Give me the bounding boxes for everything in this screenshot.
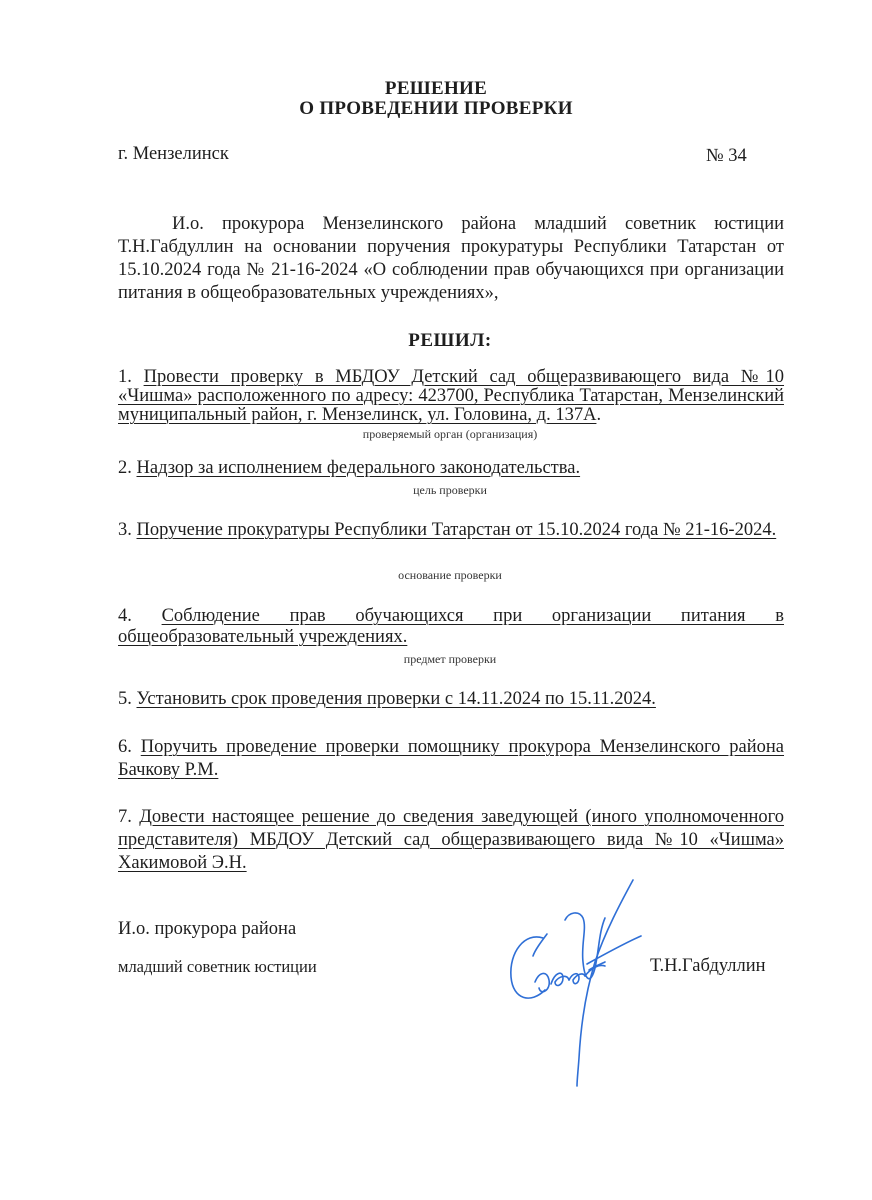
item-tail: .	[596, 405, 602, 425]
item-number: 6.	[118, 737, 141, 757]
item-2	[118, 457, 784, 480]
item-6	[118, 736, 784, 782]
caption-purpose: цель проверки	[413, 483, 487, 497]
signature-stroke	[587, 936, 641, 964]
item-text: Соблюдение прав обучающихся при организации питания в общеобразовательный учреждениях.	[118, 606, 784, 647]
signature-stroke	[565, 913, 605, 979]
handwritten-signature	[495, 872, 655, 1092]
document-number: № 34	[706, 146, 747, 166]
item-text: Поручение прокуратуры Республики Татарстан от 15.10.2024 года № 21-16-2024.	[136, 520, 777, 540]
signer-name: Т.Н.Габдуллин	[650, 956, 766, 976]
item-7	[118, 806, 784, 875]
item-number: 1.	[118, 367, 144, 387]
caption-subject: предмет проверки	[403, 652, 497, 666]
item-3	[118, 519, 784, 542]
document-title: РЕШЕНИЕ	[384, 78, 488, 99]
signature-stroke	[551, 973, 569, 985]
item-1	[118, 368, 784, 425]
item-number: 2.	[118, 458, 137, 478]
item-number: 7.	[118, 807, 140, 827]
signature-stroke	[569, 974, 585, 984]
document-subtitle: О ПРОВЕДЕНИИ ПРОВЕРКИ	[299, 98, 573, 119]
item-5	[118, 688, 784, 711]
signer-position-line1: И.о. прокурора района	[118, 919, 297, 939]
city: г. Мензелинск	[118, 144, 229, 164]
caption-basis: основание проверки	[398, 568, 502, 582]
item-text: Довести настоящее решение до сведения заведующей (иного уполномоченного представителя) МБДОУ Детский сад общеразвивающего вида №10 «Чишма» Хакимовой Э.Н.	[118, 807, 785, 873]
signer-position-line2: младший советник юстиции	[118, 957, 317, 976]
intro-paragraph: И.о. прокурора Мензелинского района младший советник юстиции Т.Н.Габдуллин на основании поручения прокуратуры Республики Татарстан от 15.10.2024 года № 21-16-2024 «О соблюдении прав обучающихся при организации питания в общеобразовательных учреждениях»,	[118, 214, 784, 303]
item-number: 3.	[118, 520, 137, 540]
item-4	[118, 606, 784, 648]
signature-stroke	[535, 973, 549, 991]
item-text: Установить срок проведения проверки с 14.11.2024 по 15.11.2024.	[136, 689, 656, 709]
item-number: 4.	[118, 606, 162, 626]
item-text: Провести проверку в МБДОУ Детский сад общеразвивающего вида №10 «Чишма» расположенного по адресу: 423700, Республика Татарстан, Мензелинский муниципальный район, г. Мензелинск, ул. Головина, д. 137А	[118, 367, 785, 425]
decided-heading: РЕШИЛ:	[408, 330, 492, 351]
signature-stroke	[577, 880, 633, 1086]
item-text: Поручить проведение проверки помощнику прокурора Мензелинского района Бачкову Р.М.	[118, 737, 785, 780]
caption-inspected-body: проверяемый орган (организация)	[362, 427, 538, 441]
item-number: 5.	[118, 689, 137, 709]
item-text: Надзор за исполнением федерального законодательства.	[136, 458, 581, 478]
